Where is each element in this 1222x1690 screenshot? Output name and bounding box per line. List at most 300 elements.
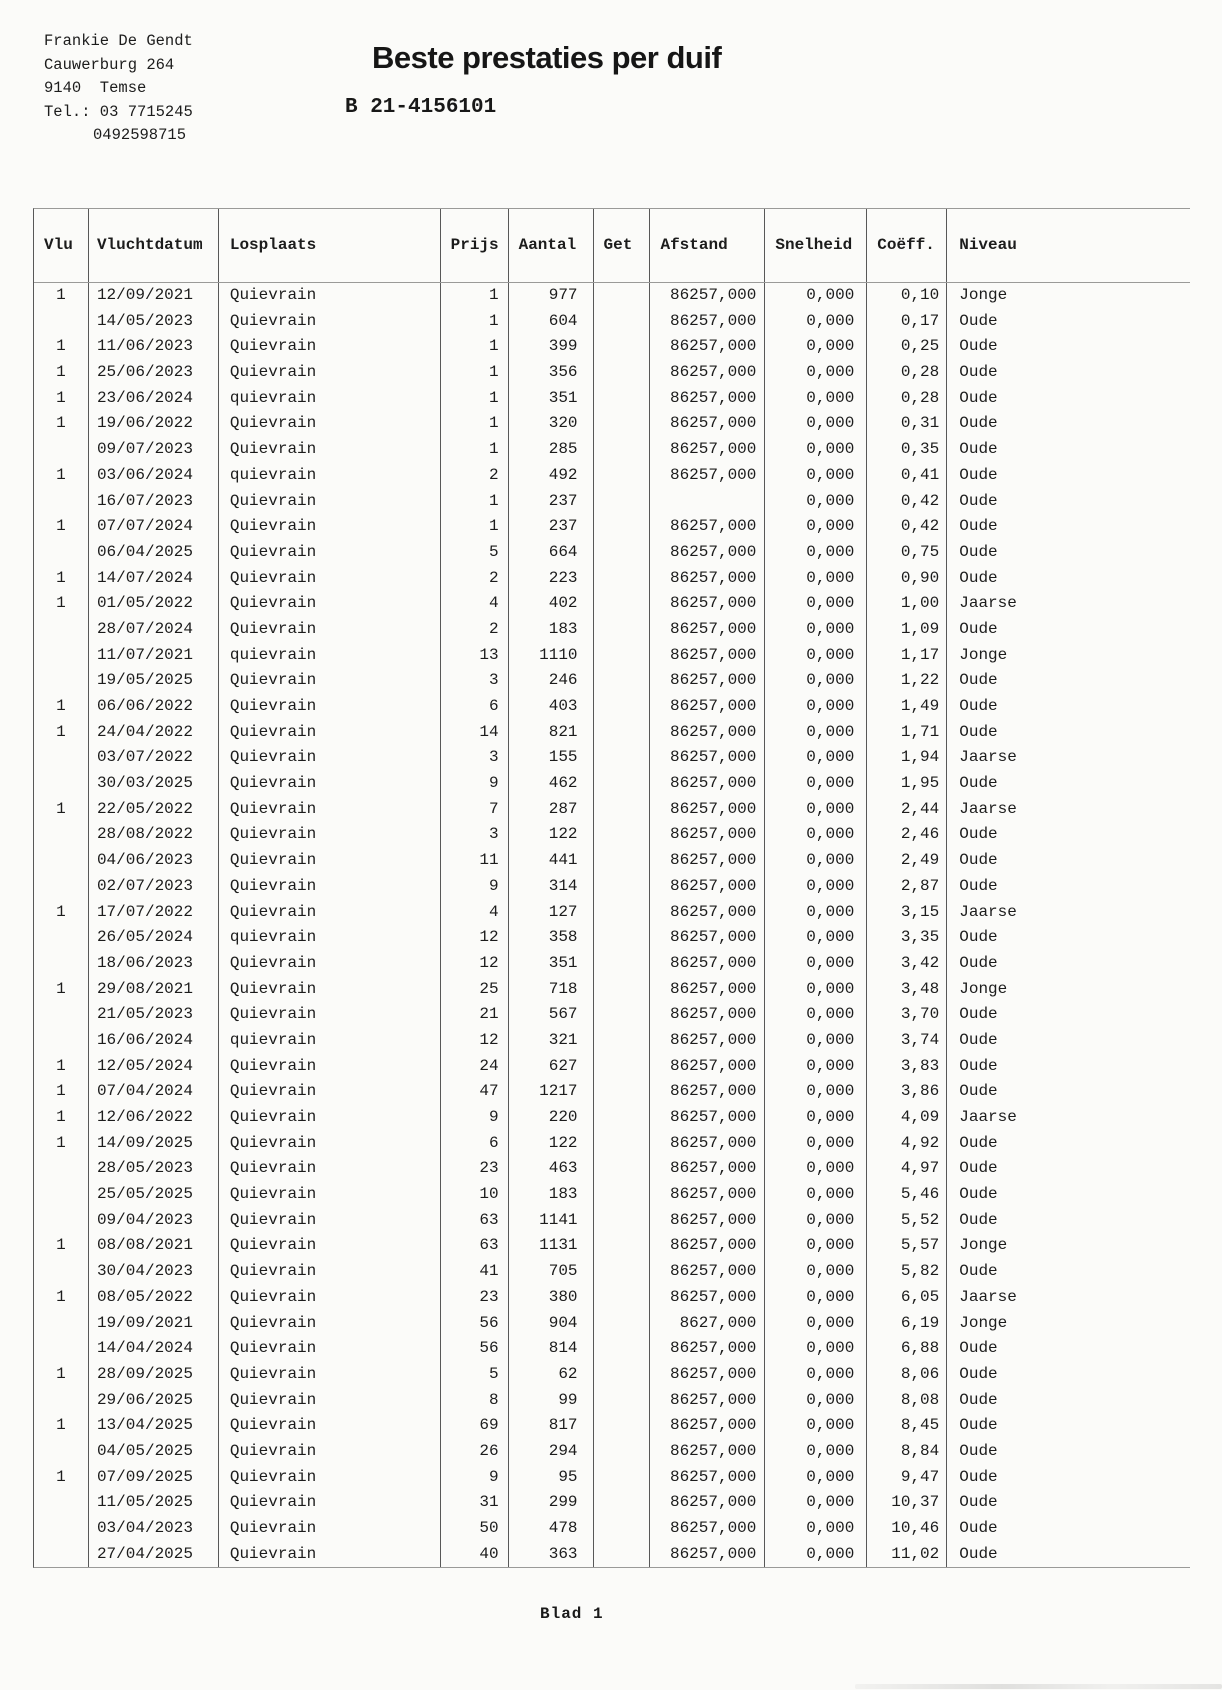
- cell-vlu: 1: [34, 411, 89, 437]
- cell-losplaats: Quievrain: [219, 283, 441, 309]
- cell-coeff: 0,42: [867, 514, 947, 540]
- cell-vluchtdatum: 28/08/2022: [89, 822, 219, 848]
- cell-snelheid: 0,000: [765, 1311, 867, 1337]
- cell-prijs: 5: [441, 540, 509, 566]
- cell-losplaats: Quievrain: [219, 566, 441, 592]
- cell-losplaats: Quievrain: [219, 848, 441, 874]
- table-row: [34, 745, 1190, 771]
- cell-get: [594, 1002, 651, 1028]
- cell-vluchtdatum: 03/04/2023: [89, 1516, 219, 1542]
- cell-vluchtdatum: 19/06/2022: [89, 411, 219, 437]
- cell-get: [594, 1413, 651, 1439]
- cell-get: [594, 668, 651, 694]
- cell-coeff: 0,28: [867, 360, 947, 386]
- cell-snelheid: 0,000: [765, 1054, 867, 1080]
- cell-prijs: 50: [441, 1516, 509, 1542]
- cell-vluchtdatum: 08/05/2022: [89, 1285, 219, 1311]
- cell-aantal: 320: [509, 411, 594, 437]
- cell-afstand: 86257,000: [650, 694, 765, 720]
- cell-afstand: 86257,000: [650, 1002, 765, 1028]
- cell-vluchtdatum: 26/05/2024: [89, 925, 219, 951]
- cell-losplaats: Quievrain: [219, 1182, 441, 1208]
- cell-vluchtdatum: 16/07/2023: [89, 489, 219, 515]
- cell-niveau: Jaarse: [959, 1287, 1017, 1306]
- cell-coeff: 10,37: [867, 1490, 947, 1516]
- cell-prijs: 1: [441, 514, 509, 540]
- table-row: [34, 411, 1190, 437]
- cell-afstand: 86257,000: [650, 1542, 765, 1568]
- table-row: [34, 1465, 1190, 1491]
- cell-get: [594, 1028, 651, 1054]
- table-row: [34, 1233, 1190, 1259]
- cell-niveau: Oude: [959, 491, 998, 510]
- table-row: [34, 1002, 1190, 1028]
- cell-coeff: 5,46: [867, 1182, 947, 1208]
- cell-vluchtdatum: 02/07/2023: [89, 874, 219, 900]
- cell-coeff: 2,87: [867, 874, 947, 900]
- table-row: [34, 771, 1190, 797]
- cell-vluchtdatum: 28/09/2025: [89, 1362, 219, 1388]
- cell-snelheid: 0,000: [765, 1259, 867, 1285]
- cell-niveau: Oude: [959, 876, 998, 895]
- cell-afstand: 86257,000: [650, 1131, 765, 1157]
- cell-aantal: 627: [509, 1054, 594, 1080]
- cell-afstand: 86257,000: [650, 1413, 765, 1439]
- cell-get: [594, 1465, 651, 1491]
- cell-coeff: 10,46: [867, 1516, 947, 1542]
- cell-losplaats: Quievrain: [219, 1388, 441, 1414]
- cell-niveau: Oude: [959, 1262, 998, 1281]
- cell-get: [594, 463, 651, 489]
- cell-coeff: 0,41: [867, 463, 947, 489]
- cell-vlu: [34, 437, 89, 463]
- cell-vlu: [34, 617, 89, 643]
- cell-prijs: 4: [441, 900, 509, 926]
- cell-aantal: 399: [509, 334, 594, 360]
- table-row: [34, 309, 1190, 335]
- cell-prijs: 13: [441, 643, 509, 669]
- cell-afstand: 86257,000: [650, 1388, 765, 1414]
- cell-vluchtdatum: 27/04/2025: [89, 1542, 219, 1568]
- report-title: Beste prestaties per duif: [372, 40, 722, 75]
- cell-coeff: 1,17: [867, 643, 947, 669]
- cell-coeff: 6,88: [867, 1336, 947, 1362]
- cell-aantal: 358: [509, 925, 594, 951]
- cell-prijs: 1: [441, 309, 509, 335]
- cell-afstand: 86257,000: [650, 643, 765, 669]
- cell-losplaats: Quievrain: [219, 1285, 441, 1311]
- cell-coeff: 5,82: [867, 1259, 947, 1285]
- cell-afstand: 86257,000: [650, 1465, 765, 1491]
- cell-coeff: 2,49: [867, 848, 947, 874]
- cell-aantal: 441: [509, 848, 594, 874]
- cell-aantal: 122: [509, 1131, 594, 1157]
- cell-niveau: Oude: [959, 517, 998, 536]
- cell-prijs: 47: [441, 1079, 509, 1105]
- cell-vluchtdatum: 18/06/2023: [89, 951, 219, 977]
- cell-losplaats: Quievrain: [219, 1490, 441, 1516]
- cell-get: [594, 1156, 651, 1182]
- cell-losplaats: Quievrain: [219, 874, 441, 900]
- cell-niveau: Oude: [959, 697, 998, 715]
- cell-vluchtdatum: 24/04/2022: [89, 720, 219, 746]
- cell-prijs: 9: [441, 874, 509, 900]
- column-header-get: Get: [594, 209, 651, 282]
- cell-losplaats: quievrain: [219, 386, 441, 412]
- cell-coeff: 1,09: [867, 617, 947, 643]
- cell-vlu: 1: [34, 283, 89, 309]
- cell-prijs: 41: [441, 1259, 509, 1285]
- cell-snelheid: 0,000: [765, 1131, 867, 1157]
- cell-prijs: 8: [441, 1388, 509, 1414]
- cell-coeff: 8,06: [867, 1362, 947, 1388]
- cell-aantal: 122: [509, 822, 594, 848]
- cell-niveau: Oude: [959, 1339, 998, 1358]
- cell-afstand: 8627,000: [650, 1311, 765, 1337]
- cell-coeff: 8,08: [867, 1388, 947, 1414]
- table-row: [34, 437, 1190, 463]
- cell-get: [594, 540, 651, 566]
- cell-snelheid: 0,000: [765, 643, 867, 669]
- cell-vlu: 1: [34, 463, 89, 489]
- results-table: [33, 208, 1190, 1568]
- cell-prijs: 5: [441, 1362, 509, 1388]
- cell-niveau: Oude: [959, 1210, 998, 1229]
- cell-coeff: 1,49: [867, 694, 947, 720]
- cell-snelheid: 0,000: [765, 540, 867, 566]
- cell-afstand: 86257,000: [650, 1233, 765, 1259]
- cell-vlu: 1: [34, 1079, 89, 1105]
- cell-vlu: 1: [34, 720, 89, 746]
- cell-snelheid: 0,000: [765, 1028, 867, 1054]
- cell-niveau: Oude: [959, 1544, 998, 1563]
- cell-aantal: 462: [509, 771, 594, 797]
- cell-snelheid: 0,000: [765, 1285, 867, 1311]
- cell-snelheid: 0,000: [765, 1336, 867, 1362]
- cell-afstand: 86257,000: [650, 617, 765, 643]
- cell-vluchtdatum: 12/06/2022: [89, 1105, 219, 1131]
- cell-snelheid: 0,000: [765, 1413, 867, 1439]
- cell-vlu: [34, 1311, 89, 1337]
- cell-coeff: 0,28: [867, 386, 947, 412]
- cell-get: [594, 1490, 651, 1516]
- cell-coeff: 0,35: [867, 437, 947, 463]
- cell-losplaats: quievrain: [219, 463, 441, 489]
- cell-niveau: Oude: [959, 388, 998, 407]
- cell-get: [594, 309, 651, 335]
- cell-prijs: 26: [441, 1439, 509, 1465]
- table-row: [34, 643, 1190, 669]
- table-row: [34, 1439, 1190, 1465]
- cell-coeff: 3,42: [867, 951, 947, 977]
- cell-get: [594, 1388, 651, 1414]
- cell-snelheid: 0,000: [765, 617, 867, 643]
- cell-vlu: 1: [34, 1413, 89, 1439]
- cell-niveau: Oude: [959, 414, 998, 433]
- cell-aantal: 1131: [509, 1233, 594, 1259]
- table-row: [34, 591, 1190, 617]
- cell-afstand: 86257,000: [650, 925, 765, 951]
- cell-get: [594, 771, 651, 797]
- cell-prijs: 63: [441, 1208, 509, 1234]
- cell-prijs: 12: [441, 951, 509, 977]
- cell-snelheid: 0,000: [765, 1208, 867, 1234]
- cell-aantal: 463: [509, 1156, 594, 1182]
- cell-prijs: 6: [441, 694, 509, 720]
- cell-coeff: 0,31: [867, 411, 947, 437]
- cell-get: [594, 1105, 651, 1131]
- cell-vluchtdatum: 11/06/2023: [89, 334, 219, 360]
- cell-vluchtdatum: 06/04/2025: [89, 540, 219, 566]
- cell-niveau: Oude: [959, 1005, 998, 1024]
- cell-afstand: 86257,000: [650, 848, 765, 874]
- cell-niveau: Oude: [959, 440, 998, 459]
- cell-losplaats: quievrain: [219, 643, 441, 669]
- cell-prijs: 9: [441, 771, 509, 797]
- cell-snelheid: 0,000: [765, 360, 867, 386]
- cell-afstand: 86257,000: [650, 977, 765, 1003]
- cell-coeff: 11,02: [867, 1542, 947, 1568]
- cell-snelheid: 0,000: [765, 771, 867, 797]
- cell-snelheid: 0,000: [765, 797, 867, 823]
- cell-afstand: 86257,000: [650, 540, 765, 566]
- table-row: [34, 1079, 1190, 1105]
- cell-coeff: 9,47: [867, 1465, 947, 1491]
- cell-aantal: 62: [509, 1362, 594, 1388]
- cell-snelheid: 0,000: [765, 386, 867, 412]
- cell-prijs: 1: [441, 360, 509, 386]
- cell-vluchtdatum: 22/05/2022: [89, 797, 219, 823]
- table-row: [34, 668, 1190, 694]
- cell-get: [594, 1079, 651, 1105]
- cell-losplaats: Quievrain: [219, 1105, 441, 1131]
- table-row: [34, 1490, 1190, 1516]
- cell-get: [594, 1054, 651, 1080]
- cell-snelheid: 0,000: [765, 745, 867, 771]
- cell-losplaats: Quievrain: [219, 745, 441, 771]
- cell-get: [594, 925, 651, 951]
- cell-prijs: 31: [441, 1490, 509, 1516]
- cell-prijs: 3: [441, 668, 509, 694]
- cell-get: [594, 1259, 651, 1285]
- cell-vluchtdatum: 06/06/2022: [89, 694, 219, 720]
- cell-aantal: 183: [509, 1182, 594, 1208]
- cell-vlu: [34, 1542, 89, 1568]
- cell-prijs: 1: [441, 386, 509, 412]
- cell-vlu: [34, 309, 89, 335]
- table-row: [34, 283, 1190, 309]
- cell-snelheid: 0,000: [765, 1439, 867, 1465]
- table-row: [34, 463, 1190, 489]
- cell-vlu: 1: [34, 977, 89, 1003]
- cell-snelheid: 0,000: [765, 1105, 867, 1131]
- cell-aantal: 664: [509, 540, 594, 566]
- cell-prijs: 56: [441, 1311, 509, 1337]
- cell-niveau: Oude: [959, 1493, 998, 1512]
- cell-get: [594, 848, 651, 874]
- cell-aantal: 246: [509, 668, 594, 694]
- cell-losplaats: Quievrain: [219, 771, 441, 797]
- cell-vlu: [34, 1439, 89, 1465]
- cell-vlu: 1: [34, 900, 89, 926]
- cell-niveau: Oude: [959, 568, 998, 587]
- cell-coeff: 1,71: [867, 720, 947, 746]
- cell-snelheid: 0,000: [765, 309, 867, 335]
- cell-prijs: 1: [441, 334, 509, 360]
- table-row: [34, 489, 1190, 515]
- cell-vlu: 1: [34, 591, 89, 617]
- cell-vlu: [34, 1208, 89, 1234]
- cell-coeff: 5,57: [867, 1233, 947, 1259]
- table-row: [34, 977, 1190, 1003]
- cell-get: [594, 1285, 651, 1311]
- cell-snelheid: 0,000: [765, 283, 867, 309]
- cell-vlu: [34, 771, 89, 797]
- cell-vluchtdatum: 07/09/2025: [89, 1465, 219, 1491]
- cell-vluchtdatum: 07/04/2024: [89, 1079, 219, 1105]
- cell-vlu: 1: [34, 386, 89, 412]
- cell-aantal: 294: [509, 1439, 594, 1465]
- cell-aantal: 567: [509, 1002, 594, 1028]
- cell-aantal: 155: [509, 745, 594, 771]
- cell-snelheid: 0,000: [765, 822, 867, 848]
- cell-aantal: 223: [509, 566, 594, 592]
- cell-prijs: 24: [441, 1054, 509, 1080]
- cell-prijs: 2: [441, 566, 509, 592]
- cell-afstand: 86257,000: [650, 822, 765, 848]
- table-row: [34, 797, 1190, 823]
- cell-vlu: [34, 1490, 89, 1516]
- sender-phone: Tel.: 03 7715245: [44, 102, 193, 121]
- cell-afstand: 86257,000: [650, 437, 765, 463]
- cell-get: [594, 566, 651, 592]
- cell-niveau: Oude: [959, 953, 998, 972]
- cell-snelheid: 0,000: [765, 1516, 867, 1542]
- column-header-losplaats: Losplaats: [219, 209, 441, 282]
- cell-vluchtdatum: 14/07/2024: [89, 566, 219, 592]
- cell-losplaats: Quievrain: [219, 1439, 441, 1465]
- cell-coeff: 6,19: [867, 1311, 947, 1337]
- table-row: [34, 1285, 1190, 1311]
- cell-vluchtdatum: 08/08/2021: [89, 1233, 219, 1259]
- cell-vlu: [34, 822, 89, 848]
- cell-get: [594, 617, 651, 643]
- cell-coeff: 0,10: [867, 283, 947, 309]
- cell-prijs: 12: [441, 1028, 509, 1054]
- cell-aantal: 821: [509, 720, 594, 746]
- table-row: [34, 1054, 1190, 1080]
- cell-aantal: 127: [509, 900, 594, 926]
- cell-niveau: Oude: [959, 671, 998, 690]
- cell-aantal: 237: [509, 489, 594, 515]
- cell-vluchtdatum: 30/03/2025: [89, 771, 219, 797]
- cell-niveau: Jaarse: [959, 902, 1017, 921]
- cell-prijs: 6: [441, 1131, 509, 1157]
- cell-vluchtdatum: 04/06/2023: [89, 848, 219, 874]
- column-header-aantal: Aantal: [509, 209, 594, 282]
- cell-niveau: Oude: [959, 1416, 998, 1435]
- cell-niveau: Oude: [959, 1030, 998, 1049]
- cell-prijs: 23: [441, 1285, 509, 1311]
- cell-vlu: [34, 745, 89, 771]
- cell-vluchtdatum: 12/05/2024: [89, 1054, 219, 1080]
- cell-losplaats: Quievrain: [219, 1233, 441, 1259]
- cell-prijs: 2: [441, 463, 509, 489]
- cell-vluchtdatum: 19/09/2021: [89, 1311, 219, 1337]
- cell-losplaats: Quievrain: [219, 1311, 441, 1337]
- cell-snelheid: 0,000: [765, 900, 867, 926]
- cell-vluchtdatum: 12/09/2021: [89, 283, 219, 309]
- cell-afstand: 86257,000: [650, 1182, 765, 1208]
- cell-vluchtdatum: 28/07/2024: [89, 617, 219, 643]
- column-header-niveau: Niveau: [959, 236, 1017, 254]
- cell-niveau: Oude: [959, 1519, 998, 1537]
- cell-get: [594, 694, 651, 720]
- cell-prijs: 1: [441, 283, 509, 309]
- cell-aantal: 1217: [509, 1079, 594, 1105]
- cell-aantal: 402: [509, 591, 594, 617]
- cell-afstand: 86257,000: [650, 334, 765, 360]
- table-row: [34, 1131, 1190, 1157]
- cell-aantal: 977: [509, 283, 594, 309]
- cell-afstand: 86257,000: [650, 1439, 765, 1465]
- cell-afstand: 86257,000: [650, 1028, 765, 1054]
- cell-afstand: 86257,000: [650, 1285, 765, 1311]
- table-row: [34, 1388, 1190, 1414]
- cell-prijs: 23: [441, 1156, 509, 1182]
- cell-afstand: 86257,000: [650, 386, 765, 412]
- cell-afstand: 86257,000: [650, 591, 765, 617]
- cell-snelheid: 0,000: [765, 489, 867, 515]
- cell-vluchtdatum: 25/06/2023: [89, 360, 219, 386]
- cell-vluchtdatum: 04/05/2025: [89, 1439, 219, 1465]
- cell-prijs: 7: [441, 797, 509, 823]
- cell-get: [594, 1233, 651, 1259]
- cell-get: [594, 1311, 651, 1337]
- table-row: [34, 617, 1190, 643]
- scan-edge-artifact: [855, 1684, 1222, 1689]
- cell-losplaats: Quievrain: [219, 1542, 441, 1568]
- cell-losplaats: quievrain: [219, 925, 441, 951]
- cell-coeff: 2,44: [867, 797, 947, 823]
- cell-losplaats: Quievrain: [219, 617, 441, 643]
- cell-vlu: 1: [34, 1105, 89, 1131]
- cell-losplaats: Quievrain: [219, 334, 441, 360]
- cell-afstand: 86257,000: [650, 1336, 765, 1362]
- ring-number: B 21-4156101: [345, 96, 497, 119]
- cell-niveau: Oude: [959, 363, 998, 382]
- cell-losplaats: Quievrain: [219, 1516, 441, 1542]
- cell-prijs: 2: [441, 617, 509, 643]
- cell-snelheid: 0,000: [765, 1542, 867, 1568]
- cell-coeff: 1,00: [867, 591, 947, 617]
- cell-get: [594, 977, 651, 1003]
- cell-niveau: Oude: [959, 851, 998, 870]
- cell-vluchtdatum: 23/06/2024: [89, 386, 219, 412]
- cell-snelheid: 0,000: [765, 848, 867, 874]
- cell-coeff: 4,97: [867, 1156, 947, 1182]
- cell-get: [594, 514, 651, 540]
- table-row: [34, 874, 1190, 900]
- cell-snelheid: 0,000: [765, 720, 867, 746]
- cell-prijs: 56: [441, 1336, 509, 1362]
- cell-aantal: 351: [509, 386, 594, 412]
- cell-snelheid: 0,000: [765, 437, 867, 463]
- cell-afstand: 86257,000: [650, 720, 765, 746]
- column-header-vluchtdatum: Vluchtdatum: [89, 209, 219, 282]
- cell-prijs: 69: [441, 1413, 509, 1439]
- cell-vluchtdatum: 28/05/2023: [89, 1156, 219, 1182]
